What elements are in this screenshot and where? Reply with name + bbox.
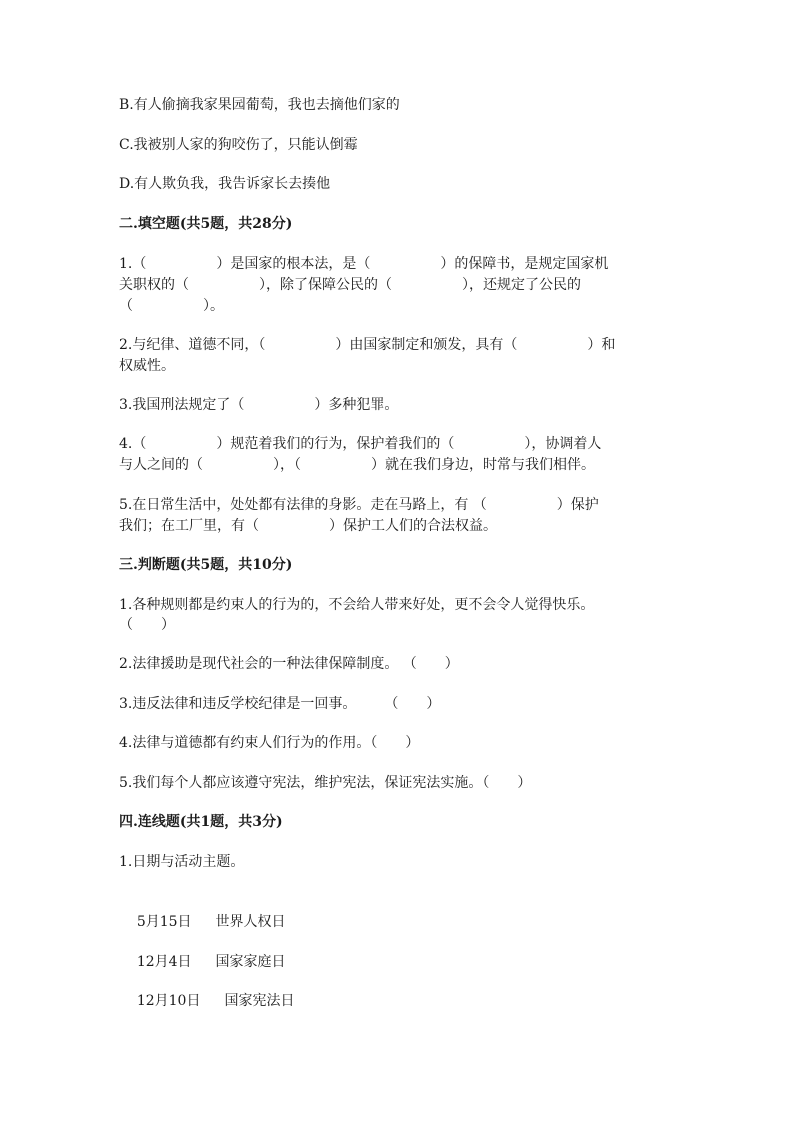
- option-b: B.有人偷摘我家果园葡萄，我也去摘他们家的: [119, 97, 400, 113]
- section-title-matching: 四.连线题(共1题，共3分): [119, 814, 283, 830]
- judge-q2: 2.法律援助是现代社会的一种法律保障制度。 （ ）: [119, 656, 459, 672]
- matching-q1: 1.日期与活动主题。: [119, 854, 245, 870]
- judge-q1-line1: 1.各种规则都是约束人的行为的，不会给人带来好处，更不会令人觉得快乐。: [119, 597, 595, 613]
- section-title-judge: 三.判断题(共5题，共10分): [119, 557, 293, 573]
- fill-q1-line2: 关职权的（ ），除了保障公民的（ ），还规定了公民的: [119, 277, 581, 293]
- fill-q5-line1: 5.在日常生活中，处处都有法律的身影。走在马路上，有 （ ）保护: [119, 497, 599, 513]
- judge-q4: 4.法律与道德都有约束人们行为的作用。（ ）: [119, 735, 420, 751]
- matching-date: 5月15日: [136, 914, 192, 930]
- fill-q1-line3: （ ）。: [119, 298, 224, 314]
- fill-q2-line2: 权威性。: [119, 358, 175, 374]
- matching-date: 12月10日: [136, 993, 201, 1009]
- section-title-fill-blank: 二.填空题(共5题，共28分): [119, 216, 293, 232]
- fill-q1-line1: 1.（ ）是国家的根本法，是（ ）的保障书，是规定国家机: [119, 256, 609, 272]
- matching-row: [119, 970, 294, 1033]
- option-c: C.我被别人家的狗咬伤了，只能认倒霉: [119, 137, 358, 153]
- fill-q2-line1: 2.与纪律、道德不同，（ ）由国家制定和颁发，具有（ ）和: [119, 337, 616, 353]
- fill-q4-line1: 4.（ ）规范着我们的行为，保护着我们的（ ），协调着人: [119, 436, 602, 452]
- judge-q3: 3.违反法律和违反学校纪律是一回事。 （ ）: [119, 696, 441, 712]
- matching-theme: 世界人权日: [215, 914, 286, 930]
- fill-q3: 3.我国刑法规定了（ ）多种犯罪。: [119, 397, 399, 413]
- matching-date: 12月4日: [136, 954, 192, 970]
- fill-q5-line2: 我们；在工厂里，有（ ）保护工人们的合法权益。: [119, 518, 497, 534]
- matching-theme: 国家宪法日: [224, 993, 295, 1009]
- option-d: D.有人欺负我，我告诉家长去揍他: [119, 176, 331, 192]
- judge-q5: 5.我们每个人都应该遵守宪法，维护宪法，保证宪法实施。（ ）: [119, 775, 532, 791]
- judge-q1-line2: （ ）: [119, 617, 175, 633]
- matching-theme: 国家家庭日: [215, 954, 286, 970]
- fill-q4-line2: 与人之间的（ ），（ ）就在我们身边，时常与我们相伴。: [119, 457, 595, 473]
